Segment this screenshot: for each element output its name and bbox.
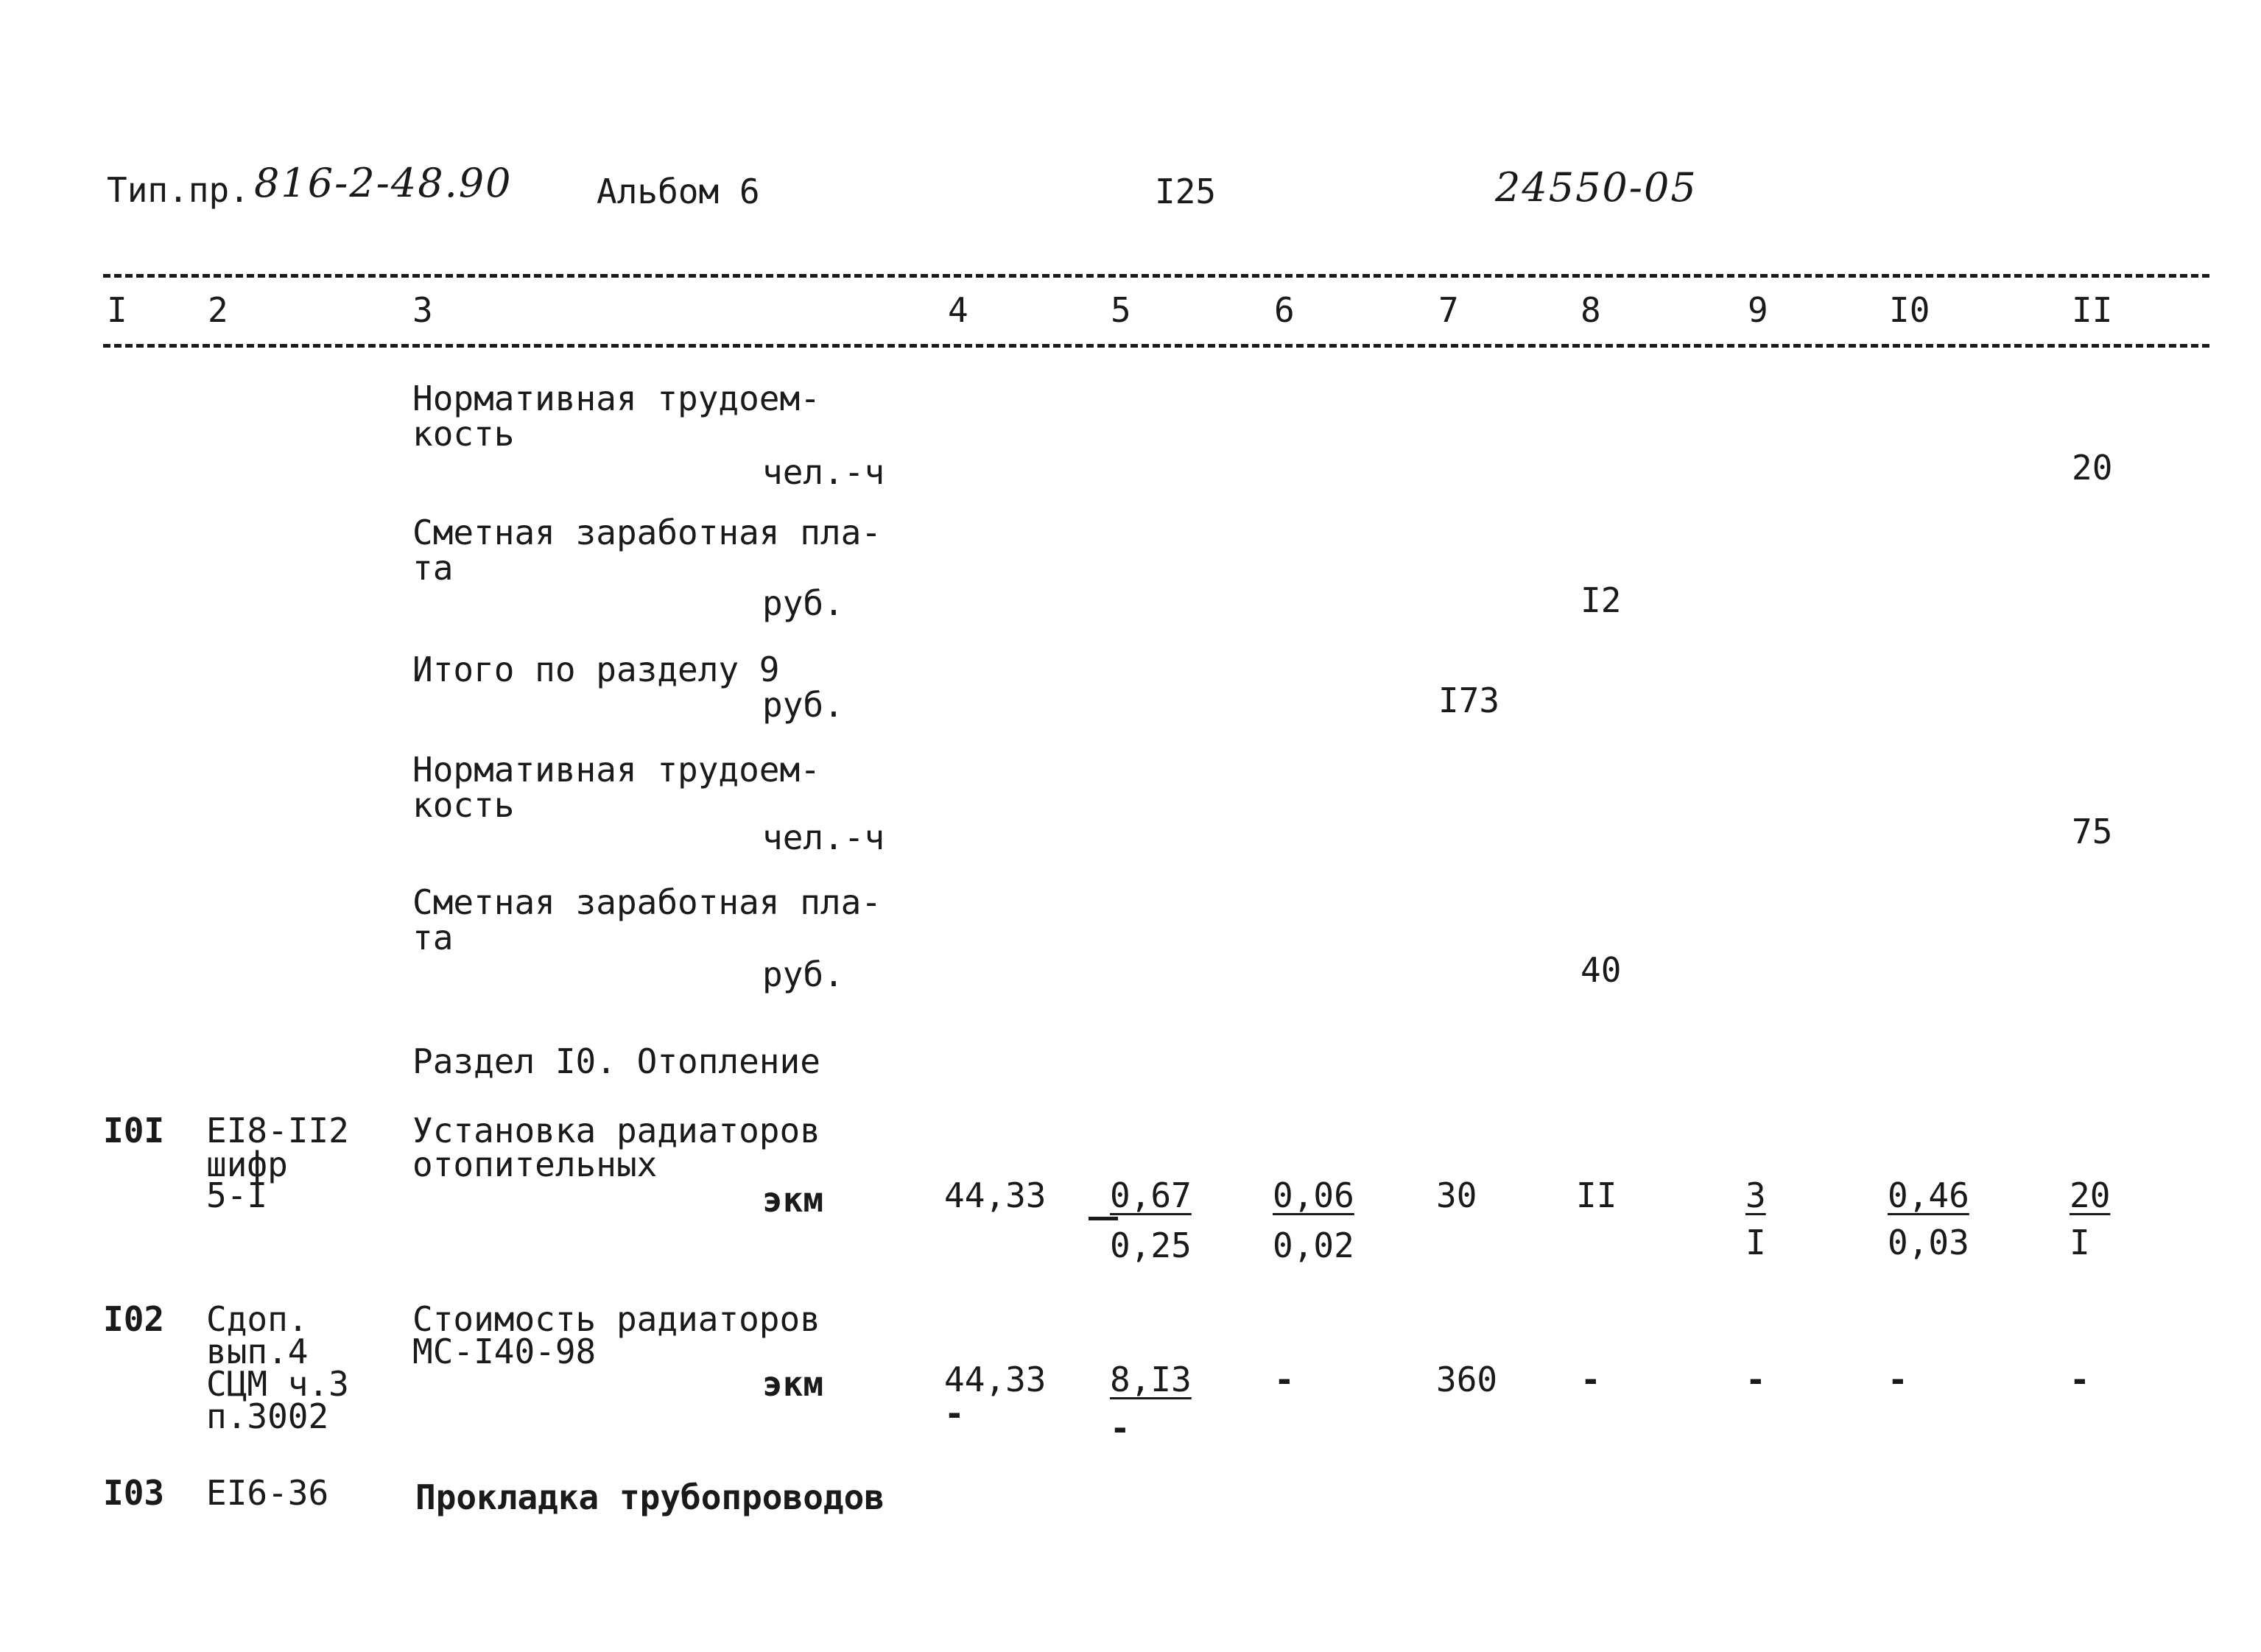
column-header-7: 7	[1438, 290, 1459, 330]
wage2-unit: руб.	[762, 955, 844, 994]
row102-unit: экм	[762, 1364, 824, 1404]
column-header-2: 2	[208, 290, 228, 330]
row101-code-c: 5-I	[206, 1175, 268, 1215]
row102-col5: 8,I3	[1110, 1360, 1192, 1399]
row103-code: EI6-36	[206, 1473, 329, 1513]
wage1-unit: руб.	[762, 583, 844, 623]
row101-col7: 30	[1436, 1175, 1477, 1215]
labor2-text-b: кость	[412, 785, 515, 825]
labor2-unit: чел.-ч	[762, 818, 885, 857]
row102-desc-b: МС-I40-98	[412, 1332, 597, 1371]
row101-code-b: шифр	[206, 1145, 288, 1184]
project-code: 816-2-48.90	[254, 160, 513, 206]
project-prefix: Тип.пр.	[107, 170, 250, 210]
row101-col6-top: 0,06	[1273, 1175, 1354, 1215]
row101-col6-bottom: 0,02	[1273, 1226, 1354, 1265]
row101-unit: экм	[762, 1180, 824, 1220]
row101-col10-top: 0,46	[1888, 1175, 1969, 1215]
row101-col10-bottom: 0,03	[1888, 1223, 1969, 1262]
labor2-col11: 75	[2072, 812, 2113, 851]
row102-col8: -	[1580, 1360, 1601, 1399]
row102-code-c: СЦМ ч.3	[206, 1364, 349, 1404]
row101-number: I0I	[103, 1111, 165, 1150]
total9-col7: I73	[1438, 681, 1500, 720]
total9-unit: руб.	[762, 685, 844, 725]
row102-col7: 360	[1436, 1360, 1498, 1399]
row103-number: I03	[103, 1473, 165, 1513]
doc-number: 24550-05	[1495, 164, 1698, 211]
row102-number: I02	[103, 1299, 165, 1339]
column-header-4: 4	[948, 290, 968, 330]
wage2-text-b: та	[412, 918, 454, 957]
row101-col5-top: 0,67	[1110, 1175, 1192, 1215]
page-number: I25	[1155, 172, 1217, 211]
row102-col6: -	[1274, 1360, 1295, 1399]
section10-title: Раздел I0. Отопление	[412, 1041, 820, 1081]
column-header-3: 3	[412, 290, 433, 330]
row102-code-b: вып.4	[206, 1332, 309, 1371]
row101-desc-b: отопительных	[412, 1145, 658, 1184]
row102-col11: -	[2070, 1360, 2090, 1399]
row102-code-d: п.3002	[206, 1396, 329, 1436]
row101-code-a: EI8-II2	[206, 1111, 349, 1150]
row101-col4: 44,33	[944, 1175, 1047, 1215]
album-label: Альбом 6	[597, 172, 760, 211]
row102-col4-bottom: -	[944, 1393, 965, 1433]
row102-col10: -	[1888, 1360, 1908, 1399]
column-header-bottom-rule	[103, 344, 2209, 348]
row102-col4: 44,33	[944, 1360, 1047, 1399]
labor1-col11: 20	[2072, 448, 2113, 488]
row101-col5-bottom: 0,25	[1110, 1226, 1192, 1265]
column-header-1: I	[107, 290, 127, 330]
row101-col8: II	[1576, 1175, 1617, 1215]
column-header-11: II	[2072, 290, 2113, 330]
labor1-unit: чел.-ч	[762, 452, 885, 492]
wage1-text-b: та	[412, 548, 454, 588]
wage1-text-a: Сметная заработная пла-	[412, 513, 882, 552]
row103-desc: Прокладка трубопроводов	[415, 1477, 885, 1517]
row102-col5-bottom: -	[1110, 1408, 1130, 1448]
column-header-6: 6	[1274, 290, 1295, 330]
labor1-text-a: Нормативная трудоем-	[412, 379, 820, 418]
total9-text: Итого по разделу 9	[412, 650, 780, 689]
row101-col11-bottom: I	[2070, 1223, 2090, 1262]
row102-code-a: Сдоп.	[206, 1299, 309, 1339]
row101-col9-bottom: I	[1745, 1223, 1766, 1262]
labor1-text-b: кость	[412, 414, 515, 454]
column-header-9: 9	[1748, 290, 1768, 330]
labor2-text-a: Нормативная трудоем-	[412, 750, 820, 790]
wage2-text-a: Сметная заработная пла-	[412, 882, 882, 922]
column-header-5: 5	[1111, 290, 1131, 330]
row101-col5-fraction-rule	[1089, 1217, 1118, 1220]
row101-col11-top: 20	[2070, 1175, 2111, 1215]
row101-desc-a: Установка радиаторов	[412, 1111, 820, 1150]
column-header-10: I0	[1889, 290, 1930, 330]
wage1-col8: I2	[1580, 580, 1622, 620]
wage2-col8: 40	[1580, 950, 1622, 990]
row101-col9-top: 3	[1745, 1175, 1766, 1215]
row102-col9: -	[1745, 1360, 1766, 1399]
column-header-top-rule	[103, 274, 2209, 278]
column-header-8: 8	[1580, 290, 1601, 330]
row102-desc-a: Стоимость радиаторов	[412, 1299, 820, 1339]
